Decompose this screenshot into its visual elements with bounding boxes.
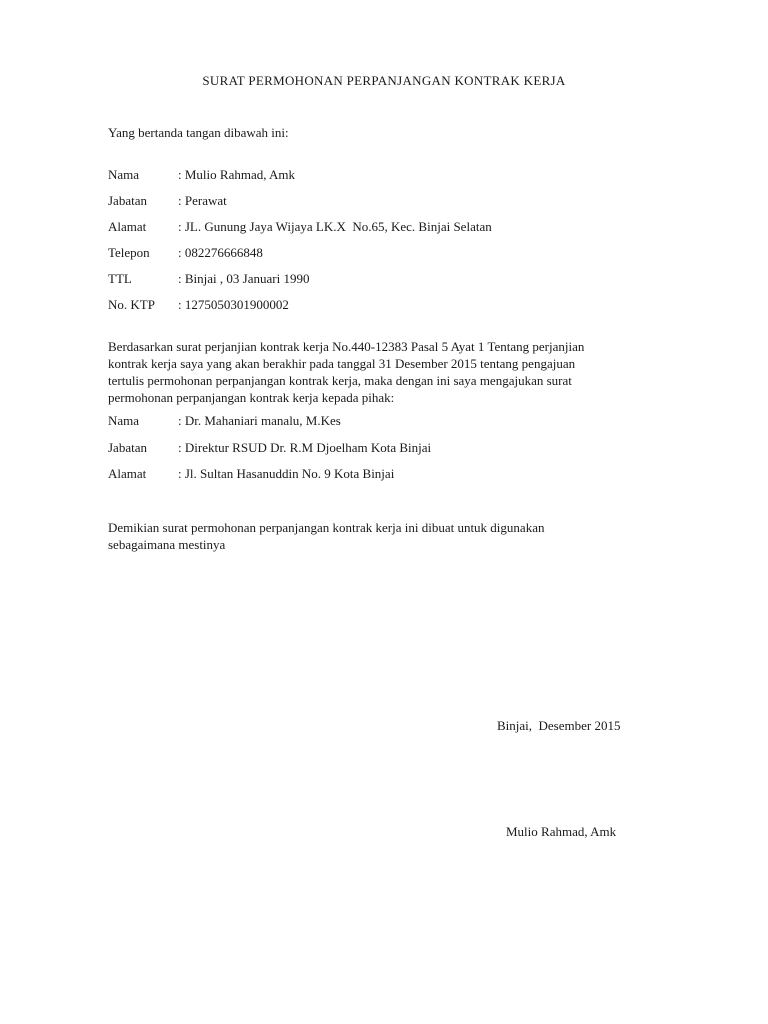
body-line: permohonan perpanjangan kontrak kerja kepada pihak: [108, 390, 395, 405]
closing-line: Demikian surat permohonan perpanjangan kontrak kerja ini dibuat untuk digunakan [108, 520, 545, 535]
recipient-position-row [108, 440, 431, 456]
field-value: : Dr. Mahaniari manalu, M.Kes [178, 413, 341, 428]
body-line: Berdasarkan surat perjanjian kontrak kerja No.440-12383 Pasal 5 Ayat 1 Tentang perjanjian [108, 339, 585, 354]
closing-line: sebagaimana mestinya [108, 537, 226, 552]
field-label: TTL [108, 271, 132, 286]
signature-name: Mulio Rahmad, Amk [506, 824, 617, 839]
closing-paragraph [108, 519, 668, 553]
field-value: : 1275050301900002 [178, 297, 289, 312]
field-value: : Mulio Rahmad, Amk [178, 167, 295, 182]
body-paragraph [108, 338, 668, 406]
recipient-address-row [108, 466, 394, 482]
field-label: Alamat [108, 466, 147, 481]
applicant-position-row [108, 193, 227, 209]
field-label: Nama [108, 413, 140, 428]
applicant-ktp-row [108, 297, 289, 313]
field-label: Telepon [108, 245, 150, 260]
applicant-address-row [108, 219, 492, 235]
field-label: Alamat [108, 219, 147, 234]
field-value: : Direktur RSUD Dr. R.M Djoelham Kota Binjai [178, 440, 431, 455]
field-label: No. KTP [108, 297, 155, 312]
body-line: tertulis permohonan perpanjangan kontrak kerja, maka dengan ini saya mengajukan surat [108, 373, 572, 388]
place-date: Binjai, Desember 2015 [497, 718, 621, 733]
field-value: : Perawat [178, 193, 227, 208]
applicant-name-row [108, 167, 295, 183]
letter-title: SURAT PERMOHONAN PERPANJANGAN KONTRAK KERJA [202, 73, 566, 88]
field-value: : Binjai , 03 Januari 1990 [178, 271, 309, 286]
intro-text: Yang bertanda tangan dibawah ini: [108, 125, 289, 140]
field-label: Nama [108, 167, 140, 182]
applicant-phone-row [108, 245, 263, 261]
recipient-name-row [108, 413, 341, 429]
applicant-birth-row [108, 271, 309, 287]
field-value: : JL. Gunung Jaya Wijaya LK.X No.65, Kec. Binjai Selatan [178, 219, 492, 234]
field-value: : Jl. Sultan Hasanuddin No. 9 Kota Binjai [178, 466, 394, 481]
field-label: Jabatan [108, 440, 147, 455]
field-value: : 082276666848 [178, 245, 263, 260]
field-label: Jabatan [108, 193, 147, 208]
body-line: kontrak kerja saya yang akan berakhir pada tanggal 31 Desember 2015 tentang pengajuan [108, 356, 576, 371]
